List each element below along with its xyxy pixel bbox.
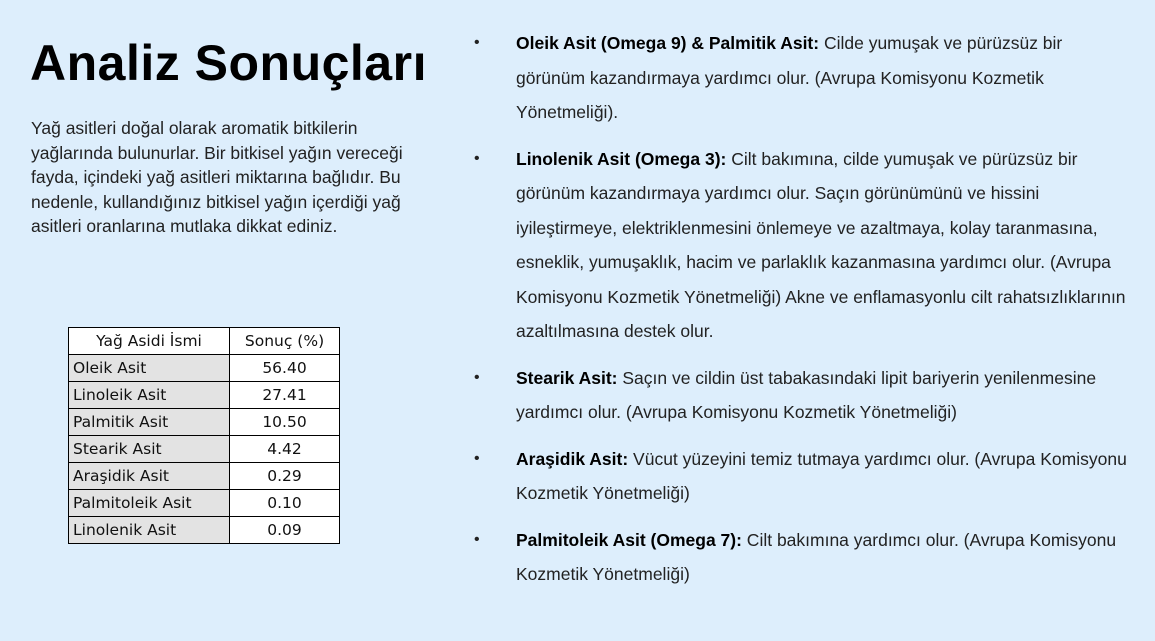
- table-row: [69, 382, 340, 409]
- acid-value-cell: 0.09: [230, 517, 340, 544]
- list-item: [472, 361, 1132, 430]
- header-result: Sonuç (%): [230, 328, 340, 355]
- table-row: [69, 355, 340, 382]
- table-row: [69, 463, 340, 490]
- acid-value-cell: 4.42: [230, 436, 340, 463]
- fatty-acid-results-table: [68, 327, 340, 544]
- page-title: Analiz Sonuçları: [30, 35, 427, 91]
- acid-value-cell: 10.50: [230, 409, 340, 436]
- bullet-icon: •: [474, 34, 480, 51]
- acid-value-cell: 56.40: [230, 355, 340, 382]
- intro-paragraph: Yağ asitleri doğal olarak aromatik bitkilerin yağlarında bulunurlar. Bir bitkisel yağın vereceği fayda, içindeki yağ asitleri miktarına bağlıdır. Bu nedenle, kullandığınız bitkisel yağın içerdiği yağ asitleri oranlarına mutlaka dikkat ediniz.: [31, 118, 403, 236]
- acid-value-cell: 0.10: [230, 490, 340, 517]
- item-text: Vücut yüzeyini temiz tutmaya yardımcı olur. (Avrupa Komisyonu Kozmetik Yönetmeliği): [516, 448, 1127, 503]
- item-heading: Stearik Asit:: [516, 367, 618, 388]
- bullet-icon: •: [474, 368, 480, 386]
- acid-name-cell: Oleik Asit: [69, 355, 230, 382]
- item-heading: Araşidik Asit:: [516, 448, 629, 469]
- acid-name-cell: Linoleik Asit: [69, 382, 230, 409]
- item-text: Cilde yumuşak ve pürüzsüz bir görünüm kazandırmaya yardımcı olur. (Avrupa Komisyonu Kozmetik Yönetmeliği).: [516, 33, 1063, 122]
- acid-name-cell: Palmitoleik Asit: [69, 490, 230, 517]
- item-heading: Linolenik Asit (Omega 3):: [516, 148, 727, 169]
- acid-name-cell: Araşidik Asit: [69, 463, 230, 490]
- item-text: Cilt bakımına, cilde yumuşak ve pürüzsüz bir görünüm kazandırmaya yardımcı olur. Saçın görünümünü ve hissini iyileştirmeye, elektriklenmesini önlemeye ve azaltmaya, kolay taranmasına, esneklik, yumuşaklık, hacim ve parlaklık kazanmasına yardımcı olur. (Avrupa Komisyonu Kozmetik Yönetmeliği) Akne ve enflamasyonlu cilt rahatsızlıklarının azaltılmasına destek olur.: [516, 148, 1126, 341]
- table-row: [69, 490, 340, 517]
- list-item: [472, 523, 1132, 592]
- acid-value-cell: 27.41: [230, 382, 340, 409]
- acid-name-cell: Palmitik Asit: [69, 409, 230, 436]
- bullet-icon: •: [474, 449, 480, 467]
- item-heading: Palmitoleik Asit (Omega 7):: [516, 529, 742, 550]
- table-header-row: [69, 328, 340, 355]
- bullet-icon: •: [474, 530, 480, 548]
- list-item: [472, 442, 1132, 511]
- item-text: Saçın ve cildin üst tabakasındaki lipit bariyerin yenilenmesine yardımcı olur. (Avrupa Komisyonu Kozmetik Yönetmeliği): [516, 367, 1097, 422]
- list-item: [472, 142, 1132, 349]
- table-row: [69, 517, 340, 544]
- acid-name-cell: Stearik Asit: [69, 436, 230, 463]
- item-heading: Oleik Asit (Omega 9) & Palmitik Asit:: [516, 33, 820, 53]
- item-text: Cilt bakımına yardımcı olur. (Avrupa Komisyonu Kozmetik Yönetmeliği): [516, 529, 1117, 584]
- table-row: [69, 436, 340, 463]
- list-item: [472, 26, 1132, 130]
- bullet-icon: •: [474, 149, 480, 167]
- header-acid-name: Yağ Asidi İsmi: [69, 328, 230, 355]
- table-row: [69, 409, 340, 436]
- acid-name-cell: Linolenik Asit: [69, 517, 230, 544]
- acid-value-cell: 0.29: [230, 463, 340, 490]
- fatty-acid-benefits-list: [472, 26, 1132, 604]
